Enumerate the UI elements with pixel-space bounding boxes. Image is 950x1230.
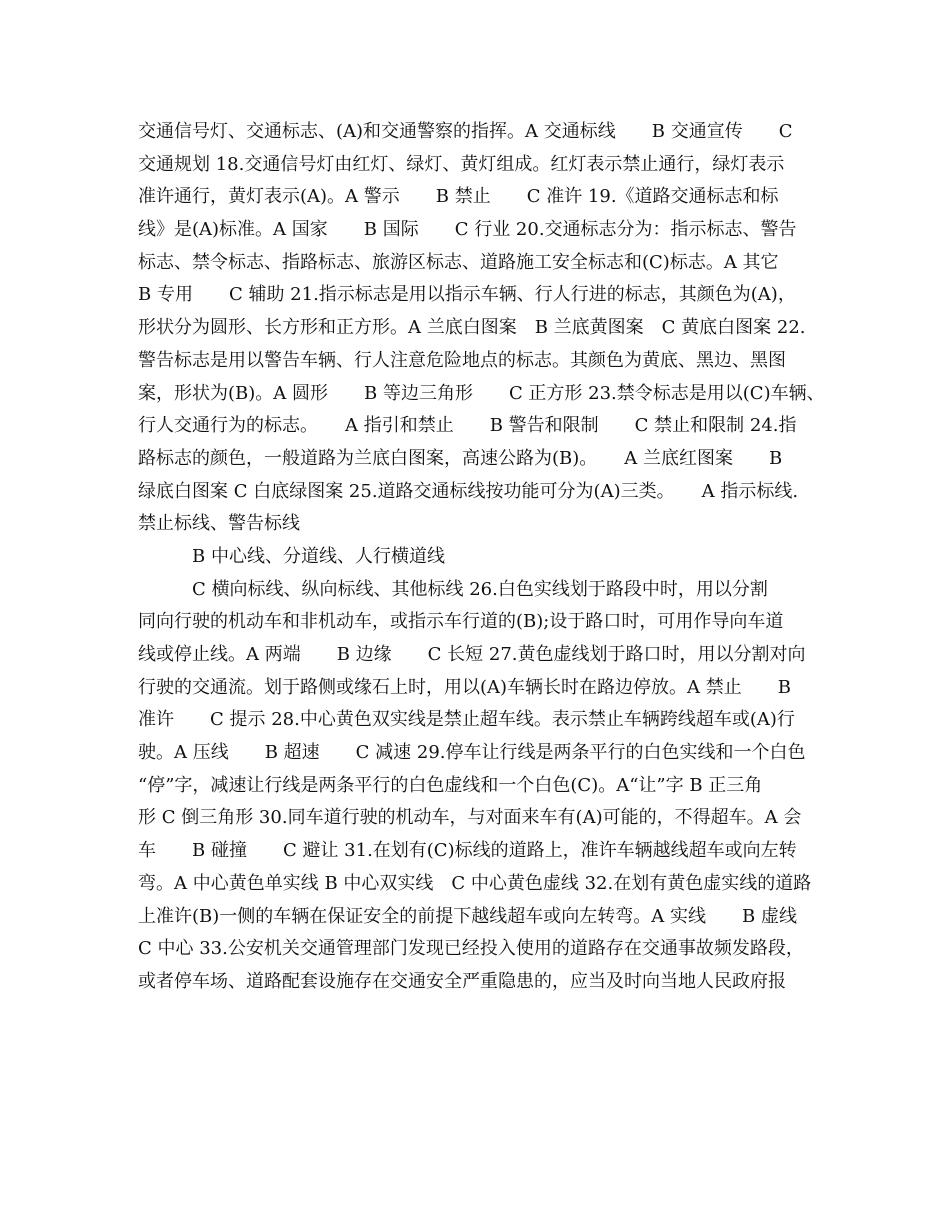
- text-line: 案，形状为(B)。A 圆形 B 等边三角形 C 正方形 23.禁令标志是用以(C)车辆、: [138, 382, 825, 404]
- document-body: [138, 116, 824, 999]
- text-line: B 中心线、分道线、人行横道线: [138, 545, 445, 567]
- text-line: 警告标志是用以警告车辆、行人注意危险地点的标志。其颜色为黄底、黑边、黑图: [138, 349, 786, 371]
- text-line: 禁止标线、警告标线: [138, 513, 300, 535]
- text-line: 弯。A 中心黄色单实线 B 中心双实线 C 中心黄色虚线 32.在划有黄色虚实线的道路: [138, 872, 812, 894]
- text-line: 绿底白图案 C 白底绿图案 25.道路交通标线按功能可分为(A)三类。 A 指示标线.: [138, 480, 799, 502]
- text-line: 或者停车场、道路配套设施存在交通安全严重隐患的，应当及时向当地人民政府报: [138, 970, 786, 992]
- text-line: 形状分为圆形、长方形和正方形。A 兰底白图案 B 兰底黄图案 C 黄底白图案 22.: [138, 317, 806, 339]
- text-line: 车 B 碰撞 C 避让 31.在划有(C)标线的道路上，准许车辆越线超车或向左转: [138, 840, 797, 862]
- text-line: 形 C 倒三角形 30.同车道行驶的机动车，与对面来车有(A)可能的，不得超车。A 会: [138, 807, 802, 829]
- text-line: 交通规划 18.交通信号灯由红灯、绿灯、黄灯组成。红灯表示禁止通行，绿灯表示: [138, 153, 785, 175]
- text-line: 线》是(A)标准。A 国家 B 国际 C 行业 20.交通标志分为：指示标志、警告: [138, 219, 797, 241]
- text-line: 准许通行，黄灯表示(A)。A 警示 B 禁止 C 准许 19.《道路交通标志和标: [138, 186, 779, 208]
- text-line: C 横向标线、纵向标线、其他标线 26.白色实线划于路段中时，用以分割: [138, 578, 768, 600]
- text-line: 标志、禁令标志、指路标志、旅游区标志、道路施工安全标志和(C)标志。A 其它: [138, 251, 779, 273]
- text-line: 交通信号灯、交通标志、(A)和交通警察的指挥。A 交通标线 B 交通宣传 C: [138, 121, 793, 142]
- text-line: 行驶的交通流。划于路侧或缘石上时，用以(A)车辆长时在路边停放。A 禁止 B: [138, 676, 791, 698]
- text-line: B 专用 C 辅助 21.指示标志是用以指示车辆、行人行进的标志，其颜色为(A)，: [138, 284, 796, 306]
- text-line: “停”字，减速让行线是两条平行的白色虚线和一个白色(C)。A“让”字 B 正三角: [138, 774, 763, 796]
- text-line: 同向行驶的机动车和非机动车，或指示车行道的(B);设于路口时，可用作导向车道: [138, 611, 784, 633]
- text-line: 准许 C 提示 28.中心黄色双实线是禁止超车线。表示禁止车辆跨线超车或(A)行: [138, 709, 795, 731]
- text-line: 线或停止线。A 两端 B 边缘 C 长短 27.黄色虚线划于路口时，用以分割对向: [138, 644, 806, 665]
- text-line: 驶。A 压线 B 超速 C 减速 29.停车让行线是两条平行的白色实线和一个白色: [138, 742, 806, 764]
- text-line: 行人交通行为的标志。 A 指引和禁止 B 警告和限制 C 禁止和限制 24.指: [138, 415, 797, 437]
- text-line: 上准许(B)一侧的车辆在保证安全的前提下越线超车或向左转弯。A 实线 B 虚线: [138, 905, 797, 927]
- text-line: C 中心 33.公安机关交通管理部门发现已经投入使用的道路存在交通事故频发路段，: [138, 938, 804, 960]
- text-line: 路标志的颜色，一般道路为兰底白图案，高速公路为(B)。 A 兰底红图案 B: [138, 447, 783, 469]
